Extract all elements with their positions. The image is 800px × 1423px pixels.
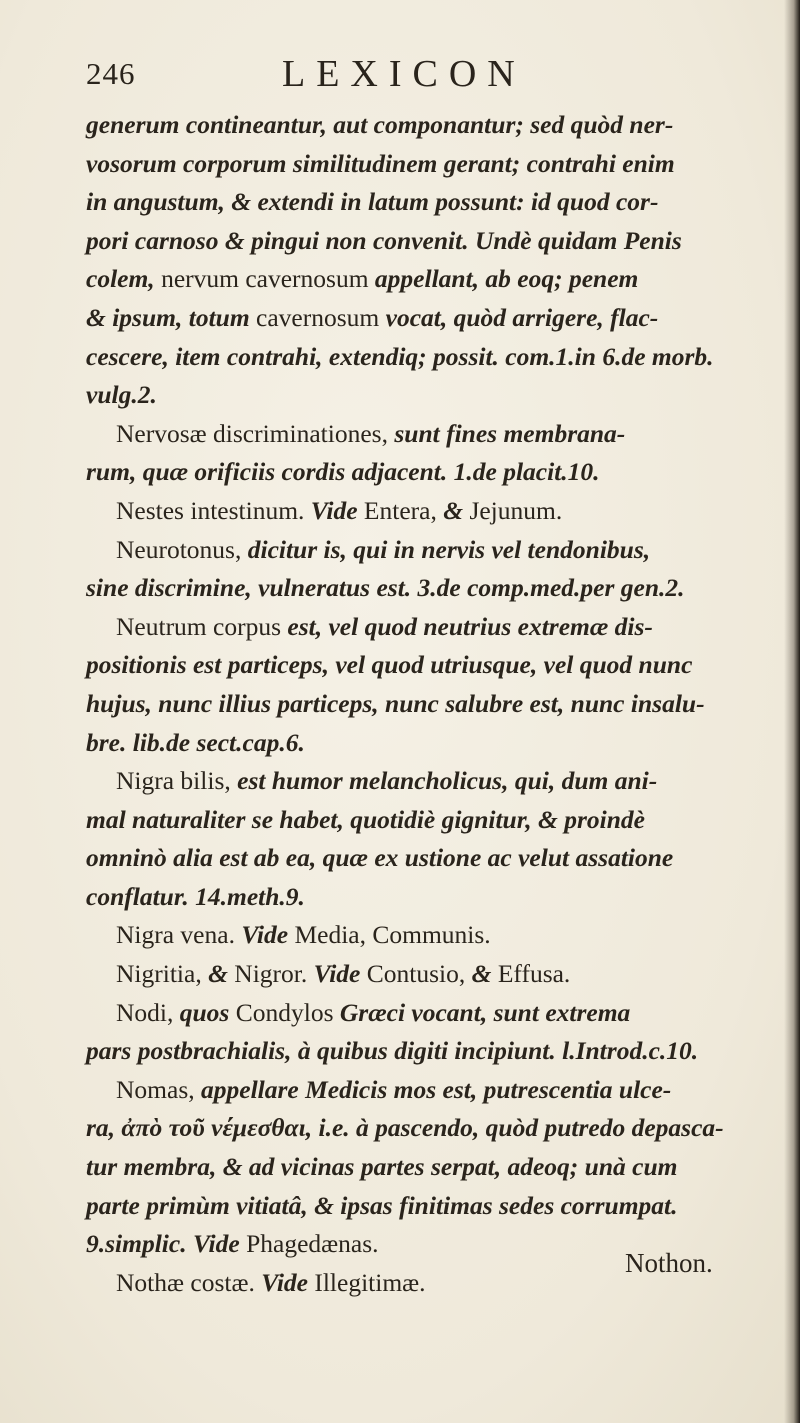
italic-text-segment: tur membra, & ad vicinas partes serpat, adeoq; unà cum <box>86 1152 678 1182</box>
page-header <box>86 52 626 102</box>
text-line <box>86 145 776 184</box>
roman-text-segment: Nestes intestinum. <box>116 495 311 525</box>
text-line <box>86 955 776 994</box>
italic-text-segment: & ipsum, totum <box>86 302 257 332</box>
text-line <box>86 531 776 570</box>
roman-text-segment: Nigra vena. <box>116 920 242 950</box>
italic-text-segment: in angustum, & extendi in latum possunt: id quod cor- <box>86 187 659 217</box>
text-line <box>86 183 776 222</box>
roman-text-segment: Nothæ costæ. <box>116 1267 262 1297</box>
text-line <box>86 299 776 338</box>
italic-text-segment: pars postbrachialis, à quibus digiti incipiunt. l.Introd.c.10. <box>86 1036 699 1066</box>
italic-text-segment: omninò alia est ab ea, quæ ex ustione ac velut assatione <box>86 843 674 873</box>
italic-text-segment: generum contineantur, aut componantur; sed quòd ner- <box>86 110 674 139</box>
roman-text-segment: Phagedænas. <box>246 1229 379 1259</box>
running-head: LEXICON <box>282 53 526 95</box>
dictionary-text-block <box>86 106 776 1302</box>
text-line <box>86 1032 776 1071</box>
page-number: 246 <box>86 56 136 91</box>
roman-text-segment: Nigra bilis, <box>116 766 238 796</box>
italic-text-segment: sine discrimine, vulneratus est. 3.de comp.med.per gen.2. <box>86 573 685 603</box>
text-line <box>86 492 776 531</box>
roman-text-segment: Neurotonus, <box>116 534 248 564</box>
text-line <box>86 569 776 608</box>
page-edge-shadow <box>784 0 800 1423</box>
text-line <box>86 453 776 492</box>
italic-text-segment: Vide <box>241 920 295 950</box>
roman-text-segment: Media, Communis. <box>294 920 491 950</box>
catchword: Nothon. <box>625 1248 713 1278</box>
italic-text-segment: positionis est particeps, vel quod utriusque, vel quod nunc <box>86 650 693 680</box>
roman-text-segment: Nomas, <box>116 1074 201 1104</box>
italic-text-segment: & <box>471 959 498 989</box>
italic-text-segment: parte primùm vitiatâ, & ipsas finitimas sedes corrumpat. <box>86 1190 678 1220</box>
text-line <box>86 106 776 145</box>
text-line <box>86 376 776 415</box>
roman-text-segment: Effusa. <box>497 959 571 989</box>
italic-text-segment: est humor melancholicus, qui, dum ani- <box>237 766 658 796</box>
italic-text-segment: dicitur is, qui in nervis vel tendonibus, <box>247 534 651 564</box>
text-line <box>86 762 776 801</box>
text-line <box>86 994 776 1033</box>
italic-text-segment: quos <box>179 997 236 1027</box>
italic-text-segment: est, vel quod neutrius extremæ dis- <box>287 611 653 641</box>
text-line <box>86 222 776 261</box>
roman-text-segment: Entera, <box>363 495 444 525</box>
text-line <box>86 415 776 454</box>
italic-text-segment: sunt fines membrana- <box>394 418 626 448</box>
italic-text-segment: mal naturaliter se habet, quotidiè gignitur, & proindè <box>86 804 645 834</box>
text-line <box>86 839 776 878</box>
text-line <box>86 1109 776 1148</box>
roman-text-segment: Condylos <box>235 997 340 1027</box>
roman-text-segment: Nodi, <box>116 997 180 1027</box>
text-line <box>86 1071 776 1110</box>
text-line <box>86 878 776 917</box>
text-line <box>86 724 776 763</box>
italic-text-segment: & <box>208 959 235 989</box>
roman-text-segment: Nigror. <box>234 959 314 989</box>
roman-text-segment: Contusio, <box>366 959 472 989</box>
italic-text-segment: appellare Medicis mos est, putrescentia ulce- <box>201 1074 672 1104</box>
italic-text-segment: Vide <box>261 1267 315 1297</box>
roman-text-segment: Illegitimæ. <box>314 1267 426 1297</box>
text-line <box>86 260 776 299</box>
text-line <box>86 1148 776 1187</box>
italic-text-segment: ra, ἀπὸ τοῦ νέμεσθαι, i.e. à pascendo, quòd putredo depasca- <box>86 1113 724 1143</box>
italic-text-segment: bre. lib.de sect.cap.6. <box>86 727 305 757</box>
text-line <box>86 1187 776 1226</box>
italic-text-segment: appellant, ab eoq; penem <box>374 264 639 294</box>
text-line <box>86 646 776 685</box>
italic-text-segment: cescere, item contrahi, extendiq; possit. com.1.in 6.de morb. <box>86 341 714 371</box>
text-line <box>86 916 776 955</box>
italic-text-segment: pori carnoso & pingui non convenit. Undè quidam Penis <box>86 225 682 255</box>
italic-text-segment: & <box>443 495 470 525</box>
italic-text-segment: Vide <box>310 495 364 525</box>
roman-text-segment: Neutrum corpus <box>116 611 288 641</box>
italic-text-segment: 9.simplic. Vide <box>86 1229 247 1259</box>
italic-text-segment: colem, <box>86 264 162 294</box>
roman-text-segment: Nervosæ discriminationes, <box>116 418 395 448</box>
italic-text-segment: vulg.2. <box>86 380 157 410</box>
italic-text-segment: hujus, nunc illius particeps, nunc salubre est, nunc insalu- <box>86 688 705 718</box>
italic-text-segment: Græci vocant, sunt extrema <box>339 997 631 1027</box>
roman-text-segment: cavernosum <box>256 302 386 332</box>
italic-text-segment: vosorum corporum similitudinem gerant; contrahi enim <box>86 148 675 178</box>
text-line <box>86 801 776 840</box>
text-line <box>86 608 776 647</box>
italic-text-segment: rum, quæ orificiis cordis adjacent. 1.de placit.10. <box>86 457 600 487</box>
roman-text-segment: nervum cavernosum <box>161 264 375 294</box>
italic-text-segment: conflatur. 14.meth.9. <box>86 881 305 911</box>
text-line <box>86 338 776 377</box>
roman-text-segment: Nigritia, <box>116 959 209 989</box>
italic-text-segment: Vide <box>313 959 367 989</box>
roman-text-segment: Jejunum. <box>469 495 563 525</box>
italic-text-segment: vocat, quòd arrigere, flac- <box>385 302 659 332</box>
text-line <box>86 685 776 724</box>
